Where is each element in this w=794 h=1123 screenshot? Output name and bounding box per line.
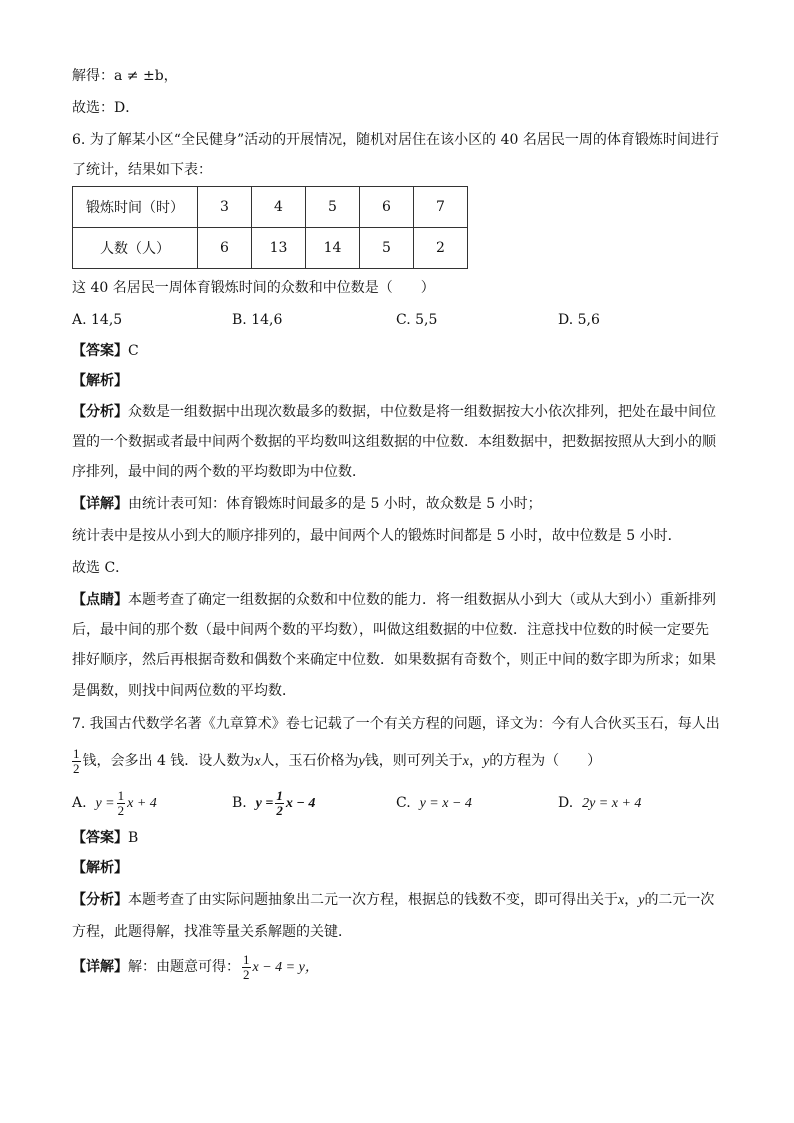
half-fraction [275,789,284,818]
table-cell: 5 [306,187,360,228]
fenxi-tag: 【分析】 [72,892,128,908]
q7-stem-line1: 7. 我国古代数学名著《九章算术》卷七记载了一个有关方程的问题，译文为：今有人合伙买玉石，每人出 [72,716,720,732]
frac-den: 2 [276,802,283,818]
q6-dianjing-line1 [72,590,716,610]
q6-option-a: A. 14,5 [72,312,123,328]
q7-fenxi-line1 [72,890,714,911]
half-fraction [117,789,126,818]
q7-xiangjie-line1 [72,952,319,983]
stem-text: 钱，则可列关于 [364,753,463,769]
var-y: y [358,754,365,769]
analysis-tag: 【解析】 [72,373,128,389]
var-y: y [482,754,490,769]
option-rhs: x − 4 [285,796,316,811]
option-label: D. [558,795,574,811]
var-x: x [462,754,469,769]
table-cell: 7 [414,187,468,228]
q6-option-d: D. 5,6 [558,312,600,328]
xiangjie-text: 由统计表可知：体育锻炼时间最多的是 5 小时，故众数是 5 小时； [128,496,542,512]
half-fraction [242,953,251,982]
solve-line: 解得：a ≠ ±b， [72,68,178,84]
fenxi-tag: 【分析】 [72,404,128,420]
q7-stem-line2 [72,746,601,777]
answer-tag: 【答案】 [72,830,128,846]
q6-fenxi-line1 [72,402,716,422]
table-cell: 13 [252,228,306,269]
analysis-tag: 【解析】 [72,860,128,876]
option-lhs: y = [95,796,115,811]
option-expr: y = x − 4 [419,796,472,811]
q6-dianjing-line3: 排好顺序，然后再根据奇数和偶数个来确定中位数．如果数据有奇数个，则正中间的数字即为所求；如果 [72,652,716,668]
q7-option-a [72,788,157,819]
table-row [73,187,468,228]
q6-xiangjie-line1 [72,494,542,514]
xiangjie-text: 解：由题意可得： [128,959,240,975]
q7-answer [72,828,138,848]
table-cell: 14 [306,228,360,269]
table-row [73,228,468,269]
q7-fenxi-line2: 方程，此题得解，找准等量关系解题的关键． [72,924,352,940]
frac-num: 1 [73,745,80,761]
frac-den: 2 [243,966,250,982]
option-lhs: y = [255,796,274,811]
choice-line: 故选：D． [72,100,140,116]
q6-option-b: B. 14,6 [232,312,283,328]
q6-xiangjie-line3: 故选 C． [72,560,130,576]
table-header-cell: 人数（人） [73,228,198,269]
stem-text: 人，玉石价格为 [260,753,359,769]
half-fraction [72,747,81,776]
xiangjie-tag: 【详解】 [72,959,128,975]
q6-answer [72,341,139,361]
fenxi-text: 众数是一组数据中出现次数最多的数据，中位数是将一组数据按大小依次排列，把处在最中间位 [128,404,716,420]
table-header-cell: 锻炼时间（时） [73,187,198,228]
q6-xiangjie-line2: 统计表中是按从小到大的顺序排列的，最中间两个人的锻炼时间都是 5 小时，故中位数是 5 小时． [72,528,682,544]
answer-value: B [128,830,139,846]
var-y: y [638,893,645,908]
answer-value: C [128,343,139,359]
option-rhs: x + 4 [127,796,157,811]
table-cell: 2 [414,228,468,269]
option-expr: 2y = x + 4 [582,796,642,811]
table-cell: 6 [360,187,414,228]
fenxi-text: ， [624,892,639,908]
frac-num: 1 [117,787,125,803]
q6-option-c: C. 5,5 [396,312,438,328]
option-label: A. [72,795,87,811]
q6-stem-line1: 6. 为了解某小区“全民健身”活动的开展情况，随机对居住在该小区的 40 名居民一周的体育锻炼时间进行 [72,132,719,148]
answer-tag: 【答案】 [72,343,128,359]
table-cell: 4 [252,187,306,228]
q6-question: 这 40 名居民一周体育锻炼时间的众数和中位数是（ ） [72,280,435,296]
table-cell: 5 [360,228,414,269]
frac-den: 2 [73,760,80,776]
stem-text: 钱，会多出 4 钱．设人数为 [82,753,255,769]
fenxi-text: 本题考查了由实际问题抽象出二元一次方程，根据总的钱数不变，即可得出关于 [128,892,618,908]
option-label: B. [232,795,247,811]
dianjing-tag: 【点睛】 [72,592,128,608]
dianjing-text: 本题考查了确定一组数据的众数和中位数的能力．将一组数据从小到大（或从大到小）重新排列 [128,592,716,608]
frac-num: 1 [243,951,250,967]
q7-option-b [232,788,315,819]
q7-analysis-tag [72,858,128,878]
frac-num: 1 [276,787,283,803]
table-cell: 3 [198,187,252,228]
q7-option-c [396,788,472,819]
var-x: x [618,893,625,908]
q6-fenxi-line3: 序排列，最中间的两个数的平均数即为中位数． [72,464,366,480]
table-cell: 6 [198,228,252,269]
stem-text: ， [468,753,483,769]
stem-text: 的方程为（ ） [489,753,602,769]
q6-stem-line2: 了统计，结果如下表： [72,162,212,178]
q6-analysis-tag [72,371,128,391]
xiangjie-expr: x − 4 = y， [252,960,319,975]
xiangjie-tag: 【详解】 [72,496,128,512]
q6-dianjing-line2: 后，最中间的那个数（最中间两个数的平均数），叫做这组数据的中位数．注意找中位数的时候一定要先 [72,622,709,638]
q7-option-d [558,788,641,819]
option-label: C. [396,795,411,811]
fenxi-text: 的二元一次 [644,892,715,908]
q6-fenxi-line2: 置的一个数据或者最中间两个数据的平均数叫这组数据的中位数．本组数据中，把数据按照从大到小的顺 [72,434,716,450]
var-x: x [254,754,261,769]
frac-den: 2 [117,802,125,818]
exercise-time-table [72,186,468,269]
q6-dianjing-line4: 是偶数，则找中间两位数的平均数． [72,683,296,699]
